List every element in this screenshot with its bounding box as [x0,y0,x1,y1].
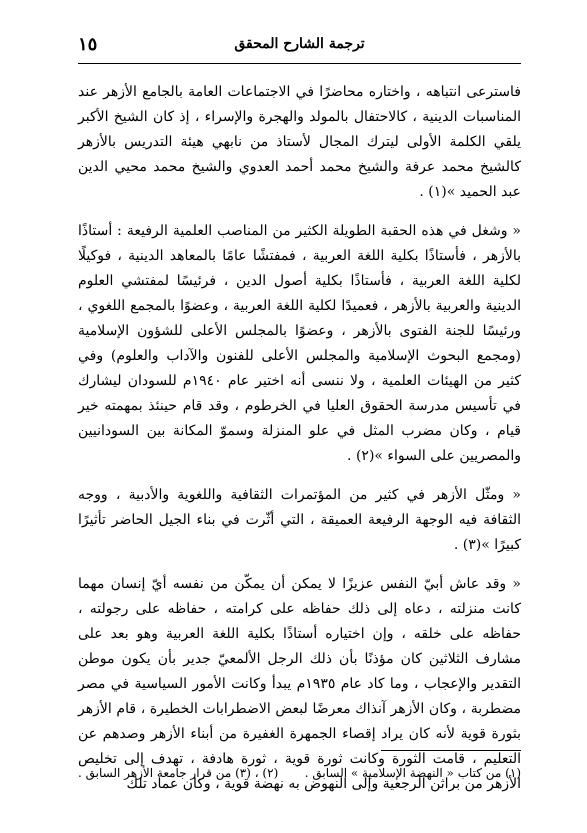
footnote-1: (١) من كتاب « النهضة الإسلامية » السابق . [304,766,521,780]
footnote-separator [381,750,521,751]
page-number: ١٥ [78,34,98,55]
header-rule [78,63,521,64]
paragraph-4: « وقد عاش أبيّ النفس عزيزًا لا يمكن أن يمكّن من نفسه أيّ إنسان مهما كانت منزلته ، دعاه إلى ذلك حفاظه على كرامته ، حفاظه على رجولته ، حفاظه على خلقه ، وإن اختياره أستاذًا بكلية اللغة العربية وهو بعد على مشارف الثلاثين كان مؤذنًا بأن ذلك الرجل الألمعيّ جدير بأن يكون موطن التقدير والإعجاب ، وما كاد عام ١٩٣٥م يبدأ وكانت الأمور السياسية في مصر مضطربة ، وكان الأزهر آنذاك معرضًا لبعض الاضطرابات الخطيرة ، قام الأزهر بثورة قوية لأنه كان يراد إقصاء الجمهرة الغفيرة من أبناء الأزهر وصدهم عن التعليم ، قامت الثورة وكانت ثورة قوية ، ثورة هادفة ، تهدف إلى تخليص الأزهر من براثن الرجعية وإلى النهوض به نهضة قوية ، وكان عماد تلك [78,576,521,792]
paragraph-3: « ومثّل الأزهر في كثير من المؤتمرات الثقافية واللغوية والأدبية ، ووجه الثقافة فيه الوجهة الرفيعة العميقة ، التي أثّرت في بناء الجيل الحاضر تأثيرًا كبيرًا »(٣) . [78,487,521,553]
running-title: ترجمة الشارح المحقق [234,36,365,52]
running-header [78,32,521,62]
paragraph-2: « وشغل في هذه الحقبة الطويلة الكثير من المناصب العلمية الرفيعة : أستاذًا بالأزهر ، فأستاذًا بكلية اللغة العربية ، فمفتشًا عامًا بالمعاهد الدينية ، فوكيلًا لكلية اللغة العربية ، فأستاذًا بكلية أصول الدين ، فرئيسًا لمفتشي العلوم الدينية والعربية بالأزهر ، فعميدًا لكلية اللغة العربية ، وعضوًا بالمجمع اللغوي ، ورئيسًا للجنة الفتوى بالأزهر ، وعضوًا بالمجلس الأعلى للشؤون الإسلامية (ومجمع البحوث الإسلامية والمجلس الأعلى للفنون والآداب والعلوم) وفي كثير من الهيئات العلمية ، ولا ننسى أنه اختير عام ١٩٤٠م للسودان ليشارك في تأسيس مدرسة الحقوق العليا في الخرطوم ، وقد قام حينئذ بمهمته خير قيام ، وكان مضرب المثل في علو المنزلة وسموّ المكانة بين السودانيين والمصريين على السواء »(٢) . [78,223,521,464]
footnote-2-3: (٢) ، (٣) من قرار جامعة الأزهر السابق . [78,766,279,780]
body-text [78,80,521,797]
paragraph-1: فاسترعى انتباهه ، واختاره محاضرًا في الاجتماعات العامة بالجامع الأزهر عند المناسبات الدينية ، كالاحتفال بالمولد والهجرة والإسراء ، إذ كان الشيخ الأكبر يلقي الكلمة الأولى ليترك المجال لأستاذ من نابهي هيئة التدريس بالأزهر كالشيخ محمد عرفة والشيخ محمد أحمد العدوي والشيخ محمد محيي الدين عبد الحميد »(١) . [78,84,521,200]
footnotes [78,764,521,782]
